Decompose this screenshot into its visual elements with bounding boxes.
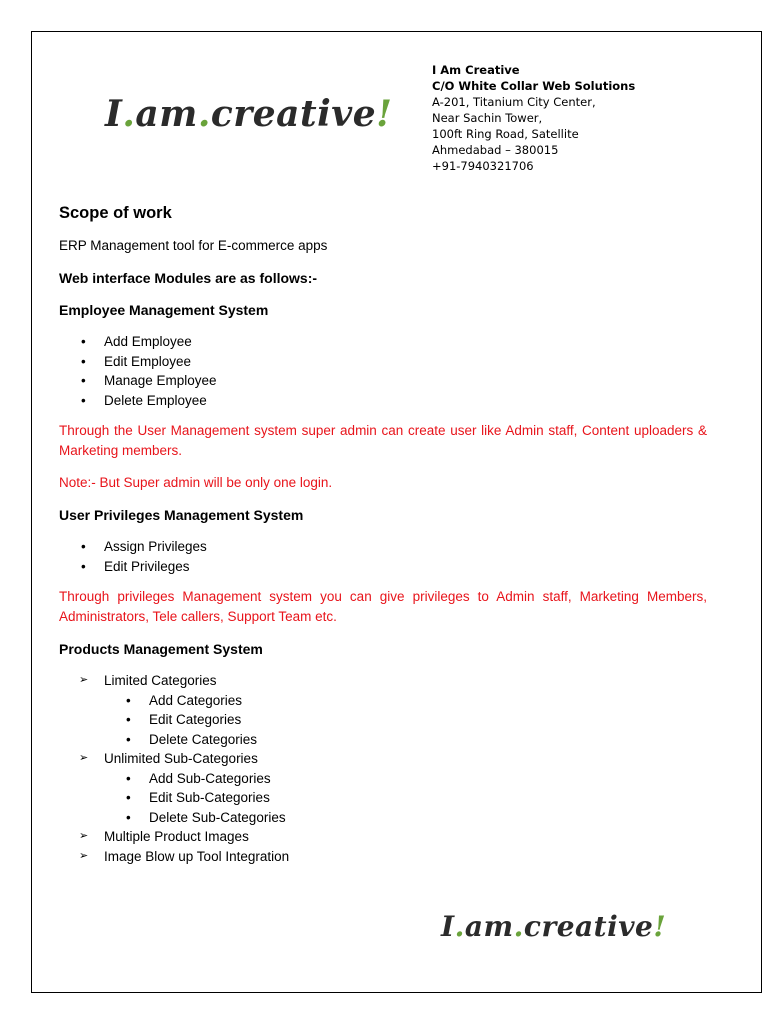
products-heading: Products Management System bbox=[59, 641, 263, 657]
privileges-note: Through privileges Management system you can give privileges to Admin staff, Marketing Members, Administrators, Tele callers, Support Team etc. bbox=[59, 589, 707, 624]
employee-list bbox=[59, 332, 707, 410]
scope-subtitle: ERP Management tool for E-commerce apps bbox=[59, 238, 328, 253]
list-item: • Edit Categories bbox=[104, 710, 707, 730]
sub-list bbox=[104, 769, 707, 828]
phone-number: +91-7940321706 bbox=[432, 159, 534, 173]
list-item: • Edit Privileges bbox=[59, 557, 707, 577]
list-item: • Add Employee bbox=[59, 332, 707, 352]
address-line-3: 100ft Ring Road, Satellite bbox=[432, 127, 579, 141]
list-item: • Manage Employee bbox=[59, 371, 707, 391]
list-item: ➢ Limited Categories • Add Categories • Edit Categories • Delete Categories bbox=[59, 671, 707, 749]
list-item: • Delete Employee bbox=[59, 391, 707, 411]
modules-heading: Web interface Modules are as follows:- bbox=[59, 270, 318, 286]
list-item: • Add Sub-Categories bbox=[104, 769, 707, 789]
user-management-note: Through the User Management system super admin can create user like Admin staff, Content uploaders & Marketing members. bbox=[59, 423, 707, 458]
arrow-icon: ➢ bbox=[79, 849, 89, 862]
care-of: C/O White Collar Web Solutions bbox=[432, 79, 636, 93]
list-item: ➢ Unlimited Sub-Categories • Add Sub-Categories • Edit Sub-Categories • Delete Sub-Categories bbox=[59, 749, 707, 827]
list-item: • Assign Privileges bbox=[59, 537, 707, 557]
list-item: ➢ Multiple Product Images bbox=[59, 827, 707, 847]
products-list bbox=[59, 671, 707, 866]
arrow-icon: ➢ bbox=[79, 830, 89, 842]
document-body bbox=[59, 203, 707, 866]
address-line-4: Ahmedabad – 380015 bbox=[432, 143, 559, 157]
address-line-2: Near Sachin Tower, bbox=[432, 111, 543, 125]
privileges-heading: User Privileges Management System bbox=[59, 507, 304, 523]
arrow-icon: ➢ bbox=[79, 752, 89, 764]
arrow-icon: ➢ bbox=[79, 674, 89, 686]
list-item: • Edit Sub-Categories bbox=[104, 788, 707, 808]
super-admin-note: Note:- But Super admin will be only one login. bbox=[59, 475, 333, 490]
list-item: • Delete Sub-Categories bbox=[104, 808, 707, 828]
list-item: • Delete Categories bbox=[104, 730, 707, 750]
company-logo: I.am.creative! bbox=[105, 93, 393, 135]
list-item: • Add Categories bbox=[104, 691, 707, 711]
company-name: I Am Creative bbox=[432, 63, 520, 77]
footer-logo: I.am.creative! bbox=[441, 910, 667, 943]
sub-list bbox=[104, 691, 707, 750]
address-line-1: A-201, Titanium City Center, bbox=[432, 95, 596, 109]
list-item: ➢ Image Blow up Tool Integration bbox=[59, 847, 707, 867]
privileges-list bbox=[59, 537, 707, 576]
scope-title: Scope of work bbox=[59, 204, 172, 222]
company-address bbox=[432, 62, 635, 174]
list-item: • Edit Employee bbox=[59, 352, 707, 372]
employee-heading: Employee Management System bbox=[59, 302, 269, 318]
